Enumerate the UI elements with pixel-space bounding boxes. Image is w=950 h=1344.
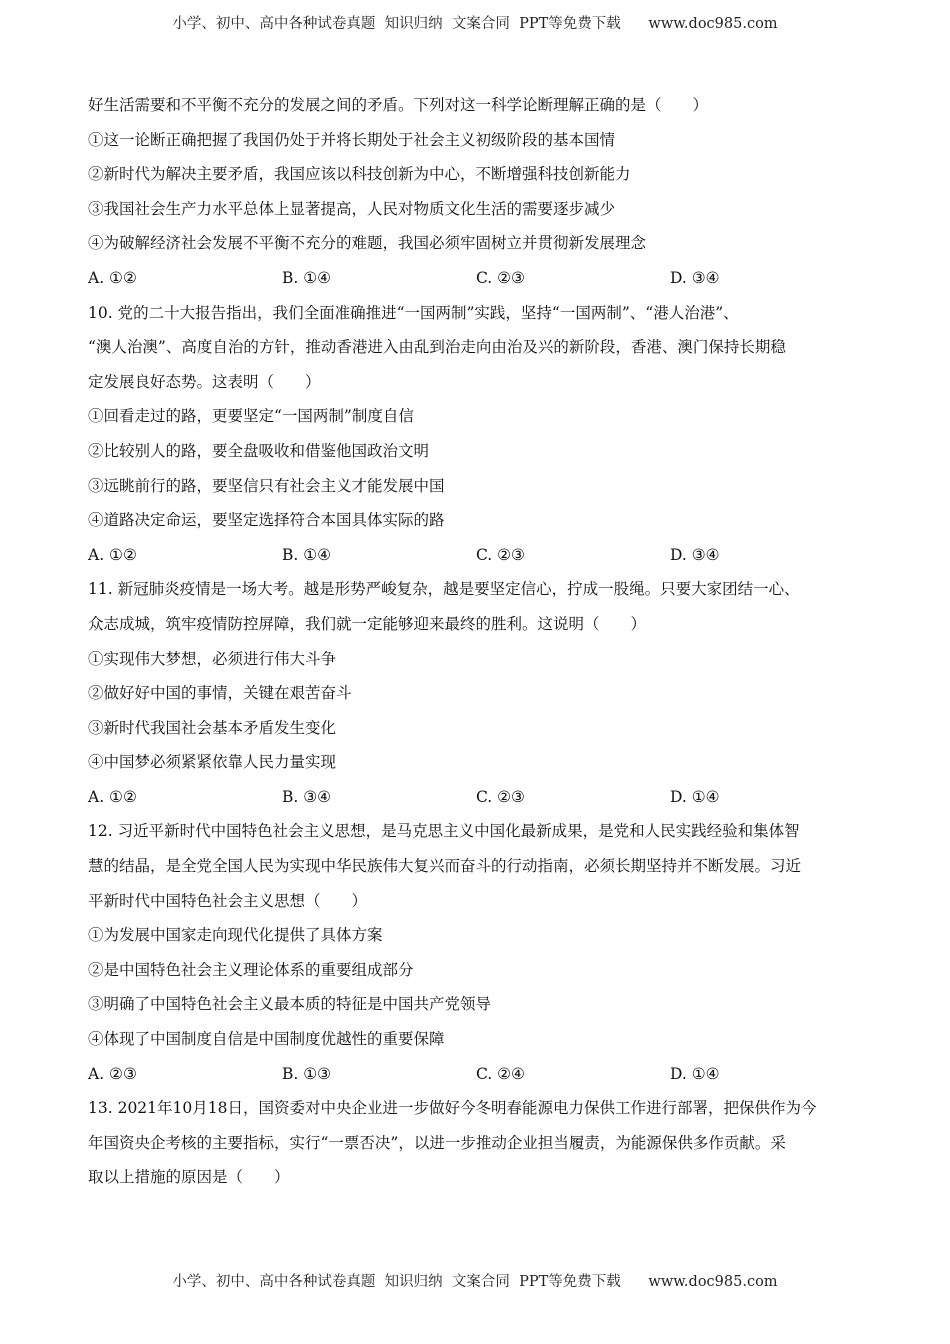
- statement-2: ②是中国特色社会主义理论体系的重要组成部分: [88, 960, 414, 979]
- statement-3: ③远眺前行的路，要坚信只有社会主义才能发展中国: [88, 476, 445, 495]
- question-stem: 众志成城，筑牢疫情防控屏障，我们就一定能够迎来最终的胜利。这说明（ ）: [88, 614, 647, 633]
- statement-4: ④体现了中国制度自信是中国制度优越性的重要保障: [88, 1030, 445, 1049]
- statement-4: ④道路决定命运，要坚定选择符合本国具体实际的路: [88, 511, 445, 530]
- statement-1: ①为发展中国家走向现代化提供了具体方案: [88, 926, 383, 945]
- option-a[interactable]: A. ②③: [88, 1064, 137, 1083]
- option-d[interactable]: D. ③④: [670, 545, 720, 564]
- option-b[interactable]: B. ①④: [282, 545, 332, 564]
- statement-3: ③我国社会生产力水平总体上显著提高，人民对物质文化生活的需要逐步减少: [88, 199, 616, 218]
- answer-options: [88, 538, 868, 573]
- question-stem: 平新时代中国特色社会主义思想（ ）: [88, 891, 368, 910]
- statement-1: ①实现伟大梦想，必须进行伟大斗争: [88, 649, 337, 668]
- option-a[interactable]: A. ①②: [88, 787, 137, 806]
- question-stem: 定发展良好态势。这表明（ ）: [88, 372, 321, 391]
- question-stem: 取以上措施的原因是（ ）: [88, 1168, 290, 1187]
- option-d[interactable]: D. ①④: [670, 787, 720, 806]
- question-11: [88, 572, 868, 814]
- question-stem: 好生活需要和不平衡不充分的发展之间的矛盾。下列对这一科学论断理解正确的是（ ）: [88, 96, 709, 114]
- statement-4: ④为破解经济社会发展不平衡不充分的难题，我国必须牢固树立并贯彻新发展理念: [88, 234, 647, 253]
- option-c[interactable]: C. ②③: [476, 268, 525, 287]
- question-stem: 12. 习近平新时代中国特色社会主义思想，是马克思主义中国化最新成果，是党和人民实践经验和集体智: [88, 822, 800, 841]
- statement-2: ②新时代为解决主要矛盾，我国应该以科技创新为中心，不断增强科技创新能力: [88, 165, 631, 184]
- question-stem: “澳人治澳”、高度自治的方针，推动香港进入由乱到治走向由治及兴的新阶段，香港、澳门保持长期稳: [88, 338, 786, 357]
- question-12: [88, 814, 868, 1091]
- page-footer-banner: 小学、初中、高中各种试卷真题 知识归纳 文案合同 PPT等免费下载 www.doc985.com: [172, 1274, 778, 1290]
- option-c[interactable]: C. ②③: [476, 787, 525, 806]
- answer-options: [88, 1057, 868, 1092]
- statement-1: ①回看走过的路，更要坚定“一国两制”制度自信: [88, 407, 414, 426]
- option-b[interactable]: B. ①③: [282, 1064, 332, 1083]
- option-a[interactable]: A. ①②: [88, 268, 137, 287]
- page-header-banner: 小学、初中、高中各种试卷真题 知识归纳 文案合同 PPT等免费下载 www.doc985.com: [172, 16, 778, 32]
- question-13: [88, 1091, 868, 1195]
- question-9: [88, 88, 868, 296]
- option-b[interactable]: B. ①④: [282, 268, 332, 287]
- option-c[interactable]: C. ②④: [476, 1064, 525, 1083]
- question-stem: 慧的结晶，是全党全国人民为实现中华民族伟大复兴而奋斗的行动指南，必须长期坚持并不断发展。习近: [88, 857, 802, 876]
- option-c[interactable]: C. ②③: [476, 545, 525, 564]
- question-stem: 年国资央企考核的主要指标，实行“一票否决”，以进一步推动企业担当履责，为能源保供多作贡献。采: [88, 1133, 786, 1152]
- question-stem: 13. 2021年10月18日，国资委对中央企业进一步做好今冬明春能源电力保供工作进行部署，把保供作为今: [88, 1099, 817, 1118]
- exam-content: [88, 88, 868, 1195]
- statement-2: ②做好好中国的事情，关键在艰苦奋斗: [88, 684, 352, 703]
- question-10: [88, 296, 868, 573]
- option-d[interactable]: D. ①④: [670, 1064, 720, 1083]
- option-b[interactable]: B. ③④: [282, 787, 332, 806]
- statement-4: ④中国梦必须紧紧依靠人民力量实现: [88, 753, 337, 772]
- question-stem: 10. 党的二十大报告指出，我们全面准确推进“一国两制”实践，坚持“一国两制”、“港人治港”、: [88, 303, 739, 322]
- option-d[interactable]: D. ③④: [670, 268, 720, 287]
- option-a[interactable]: A. ①②: [88, 545, 137, 564]
- statement-3: ③新时代我国社会基本矛盾发生变化: [88, 718, 337, 737]
- question-stem: 11. 新冠肺炎疫情是一场大考。越是形势严峻复杂，越是要坚定信心，拧成一股绳。只要大家团结一心、: [88, 580, 800, 599]
- answer-options: [88, 780, 868, 815]
- statement-1: ①这一论断正确把握了我国仍处于并将长期处于社会主义初级阶段的基本国情: [88, 130, 616, 149]
- answer-options: [88, 261, 868, 296]
- statement-3: ③明确了中国特色社会主义最本质的特征是中国共产党领导: [88, 995, 492, 1014]
- statement-2: ②比较别人的路，要全盘吸收和借鉴他国政治文明: [88, 441, 430, 460]
